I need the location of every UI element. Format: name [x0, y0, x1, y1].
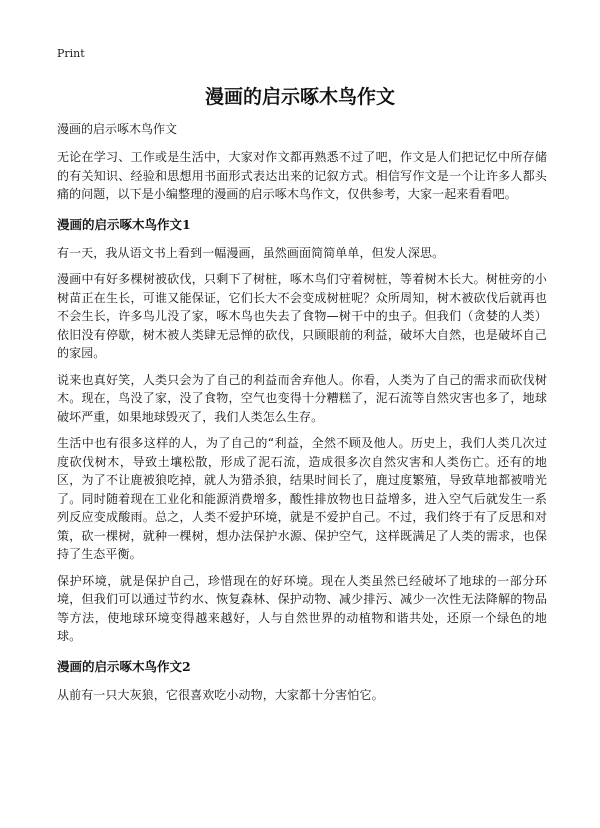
section-heading-2: 漫画的启示啄木鸟作文2 [57, 658, 191, 674]
print-label[interactable]: Print [57, 47, 85, 60]
section-1-paragraph: 生活中也有很多这样的人，为了自己的“利益，全然不顾及他人。历史上，我们人类几次过度砍伐树木，导致土壤松散，形成了泥石流，造成很多次自然灾害和人类伤亡。还有的地区，为了不让鹿被狼吃掉，就人为猎杀狼，结果时间长了，鹿过度繁殖，导致草地都被啃光了。同时随着现在工业化和能源消费增多，酸性排放物也日益增多，进入空气后就发生一系列反应变成酸雨。总之，人类不爱护环境，就是不爱护自己。不过，我们终于有了反思和对策，砍一棵树，就种一棵树，想办法保护水源、保护空气，这样既满足了人类的需求，也保持了生态平衡。 [57, 436, 547, 561]
section-1-paragraph: 有一天，我从语文书上看到一幅漫画，虽然画面简简单单，但发人深思。 [57, 245, 445, 260]
section-2-paragraph: 从前有一只大灰狼，它很喜欢吃小动物，大家都十分害怕它。 [57, 687, 384, 702]
section-1-paragraph: 漫画中有好多棵树被砍伐，只剩下了树桩，啄木鸟们守着树桩，等着树木长大。树桩旁的小树苗正在生长，可谁又能保证，它们长大不会变成树桩呢？众所周知，树木被砍伐后就再也不会生长，许多鸟儿没了家，啄木鸟也失去了食物—树干中的虫子。但我们（贪婪的人类）依旧没有停歇，树木被人类肆无忌惮的砍伐，只顾眼前的利益，破坏大自然，也是破坏自己的家园。 [57, 272, 547, 360]
section-heading-1: 漫画的启示啄木鸟作文1 [57, 216, 191, 232]
intro-paragraph: 无论在学习、工作或是生活中，大家对作文都再熟悉不过了吧，作文是人们把记忆中所存储的有关知识、经验和思想用书面形式表达出来的记叙方式。相信写作文是一个让许多人都头痛的问题，以下是小编整理的漫画的启示啄木鸟作文，仅供参考，大家一起来看看吧。 [57, 150, 547, 201]
section-1-paragraph: 保护环境，就是保护自己，珍惜现在的好环境。现在人类虽然已经破坏了地球的一部分环境，但我们可以通过节约水、恢复森林、保护动物、减少排污、减少一次性无法降解的物品等方法，使地球环境变得越来越好，人与自然世界的动植物和谐共处，还原一个绿色的地球。 [57, 573, 547, 643]
page-title: 漫画的启示啄木鸟作文 [204, 86, 395, 108]
article-subtitle: 漫画的启示啄木鸟作文 [57, 122, 178, 136]
section-1-paragraph: 说来也真好笑，人类只会为了自己的利益而舍弃他人。你看，人类为了自己的需求而砍伐树木。现在，鸟没了家，没了食物，空气也变得十分糟糕了，泥石流等自然灾害也多了，地球破坏严重，如果地球毁灭了，我们人类怎么生存。 [57, 372, 547, 424]
article-body [57, 120, 547, 712]
